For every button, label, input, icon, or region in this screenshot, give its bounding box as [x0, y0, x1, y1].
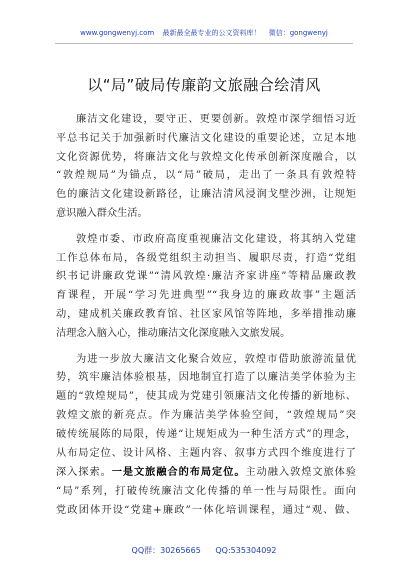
- header-banner: [0, 26, 408, 40]
- footer-qq: QQ:535304092: [215, 546, 277, 555]
- text-line: 为进一步放大廉洁文化聚合效应，敦煌市借助旅游流量优: [76, 353, 356, 365]
- text-line: 文化资源优势，将廉洁文化与敦煌文化传承创新深度融合，以: [56, 151, 356, 163]
- text-line: 育课程，开展“学习先进典型”“我身边的廉政故事”主题活: [56, 290, 356, 302]
- text-line: “敦煌规局”为锚点，以“局”破局，走出了一条具有敦煌特: [56, 170, 356, 182]
- text-line: 色的廉洁文化建设新路径，让廉洁清风浸润戈壁沙洲，让规矩: [56, 189, 356, 201]
- text-line: 工作总体布局，各级党组织主动担当、履职尽责，打造“党组: [56, 252, 356, 264]
- text-line-with-emphasis: [56, 463, 356, 483]
- text-line: “局”系列，打破传统廉洁文化传播的单一性与局限性。面向: [56, 486, 356, 498]
- header-divider: [55, 43, 353, 44]
- paragraph-1: [56, 111, 356, 224]
- text-segment: 主动融入敦煌文旅体验: [245, 467, 356, 479]
- header-slogan: 最新最全最专业的公文资料库！: [162, 29, 261, 37]
- text-line: 洁理念入脑入心，推动廉洁文化深度融入文旅发展。: [56, 327, 291, 339]
- text-line: 动，建成机关廉政教育馆、社区家风馆等阵地，多举措推动廉: [56, 308, 356, 320]
- text-line: 题的“敦煌规局”，使其成为党建引领廉洁文化传播的新地标、: [56, 391, 356, 403]
- text-line: 平总书记关于加强新时代廉洁文化建设的重要论述，立足本地: [56, 132, 356, 144]
- paragraph-2: [56, 231, 356, 344]
- text-line: 党政团体开设“党建+廉政”一体化培训课程，通过“观、做、: [56, 504, 356, 516]
- text-line: 破传统展陈的局限，传递“让规矩成为一种生活方式”的理念，: [56, 428, 356, 440]
- text-line: 织书记讲廉政党课”“清风敦煌·廉洁齐家讲座”等精品廉政教: [56, 271, 356, 283]
- text-line: 敦煌文旅的新亮点。作为廉洁美学体验空间，“敦煌规局”突: [56, 409, 356, 421]
- text-line: 敦煌市委、市政府高度重视廉洁文化建设，将其纳入党建: [76, 233, 356, 245]
- footer-contact: [0, 544, 408, 558]
- text-line: 从布局定位、设计风格、主题内容、叙事方式四个维度进行了: [56, 447, 356, 459]
- text-line: 意识融入群众生活。: [56, 207, 148, 219]
- emphasis-heading: 一是文旅融合的布局定位。: [111, 466, 246, 479]
- text-line: 廉洁文化建设，要守正、更要创新。敦煌市深学细悟习近: [76, 114, 356, 125]
- text-line: 势，筑牢廉洁体验根基，因地制宜打造了以廉洁美学体验为主: [56, 372, 356, 384]
- document-title: 以“局”破局传廉韵文旅融合绘清风: [87, 76, 321, 94]
- text-segment: 深入探索。: [56, 467, 112, 479]
- header-site-link[interactable]: www.gongwenyj.com: [80, 29, 155, 37]
- footer-qq-group: QQ群：30265665: [131, 546, 201, 555]
- document-body: [56, 111, 356, 528]
- paragraph-3: [56, 351, 356, 521]
- header-wechat: 微信：gongwenyj: [268, 29, 328, 37]
